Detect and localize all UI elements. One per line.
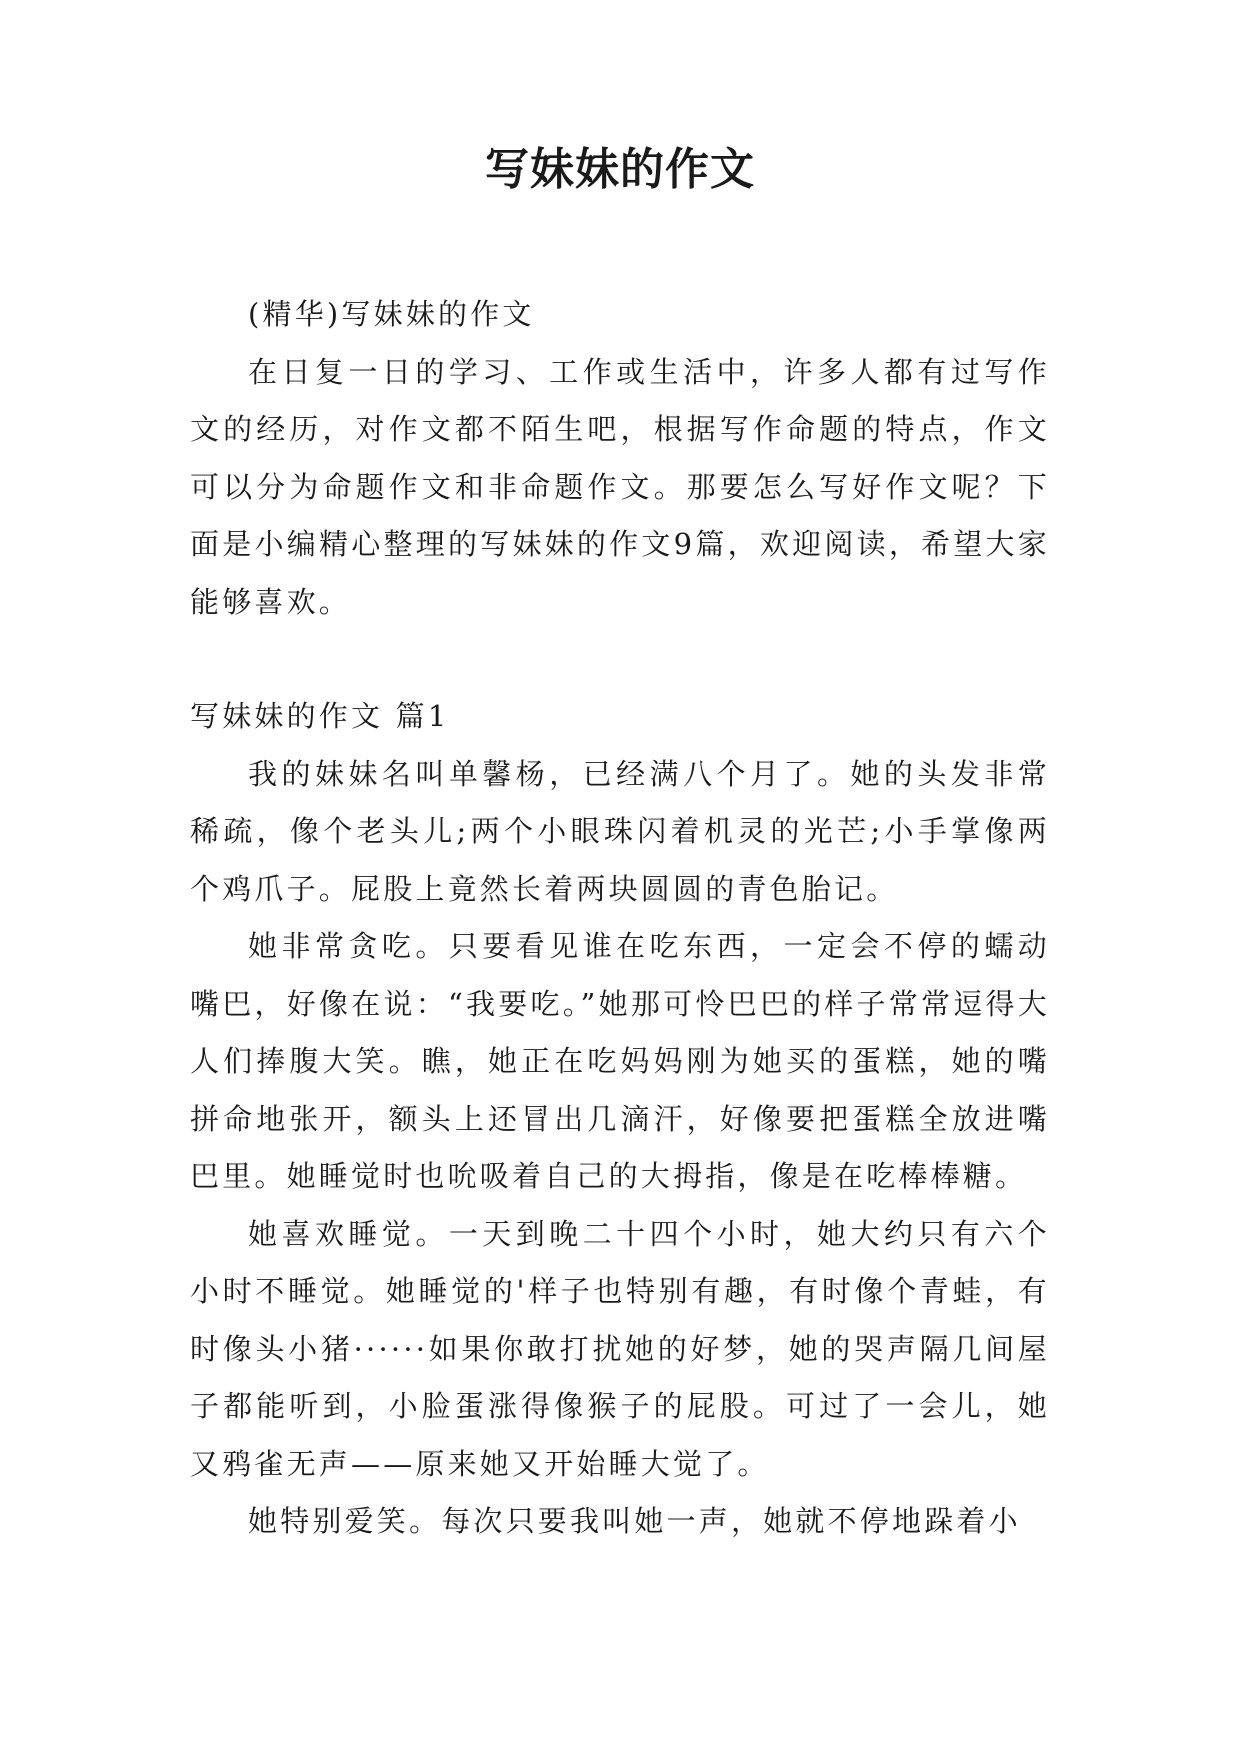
document-body [190, 286, 1050, 1551]
body-paragraph: 她特别爱笑。每次只要我叫她一声，她就不停地跺着小 [248, 1504, 1021, 1538]
body-paragraph: 她喜欢睡觉。一天到晚二十四个小时，她大约只有六个小时不睡觉。她睡觉的'样子也特别有趣，有时像个青蛙，有时像头小猪······如果你敢打扰她的好梦，她的哭声隔几间屋子都能听到，小脸蛋涨得像猴子的屁股。可过了一会儿，她又鸦雀无声——原来她又开始睡大觉了。 [190, 1216, 1050, 1481]
body-paragraph: 她非常贪吃。只要看见谁在吃东西，一定会不停的蠕动嘴巴，好像在说：“我要吃。”她那可怜巴巴的样子常常逗得大人们捧腹大笑。瞧，她正在吃妈妈刚为她买的蛋糕，她的嘴拼命地张开，额头上还冒出几滴汗，好像要把蛋糕全放进嘴巴里。她睡觉时也吮吸着自己的大拇指，像是在吃棒棒糖。 [190, 929, 1050, 1193]
section-heading: 写妹妹的作文 篇1 [190, 699, 450, 733]
body-paragraph: 我的妹妹名叫单馨杨，已经满八个月了。她的头发非常稀疏，像个老头儿;两个小眼珠闪着机灵的光芒;小手掌像两个鸡爪子。屁股上竟然长着两块圆圆的青色胎记。 [190, 756, 1050, 906]
document-subtitle: (精华)写妹妹的作文 [248, 297, 535, 331]
section-spacer [190, 631, 1050, 688]
document-title: 写妹妹的作文 [485, 144, 755, 195]
intro-paragraph: 在日复一日的学习、工作或生活中，许多人都有过写作文的经历，对作文都不陌生吧，根据写作命题的特点，作文可以分为命题作文和非命题作文。那要怎么写好作文呢？下面是小编精心整理的写妹妹的作文9篇，欢迎阅读，希望大家能够喜欢。 [190, 354, 1050, 619]
